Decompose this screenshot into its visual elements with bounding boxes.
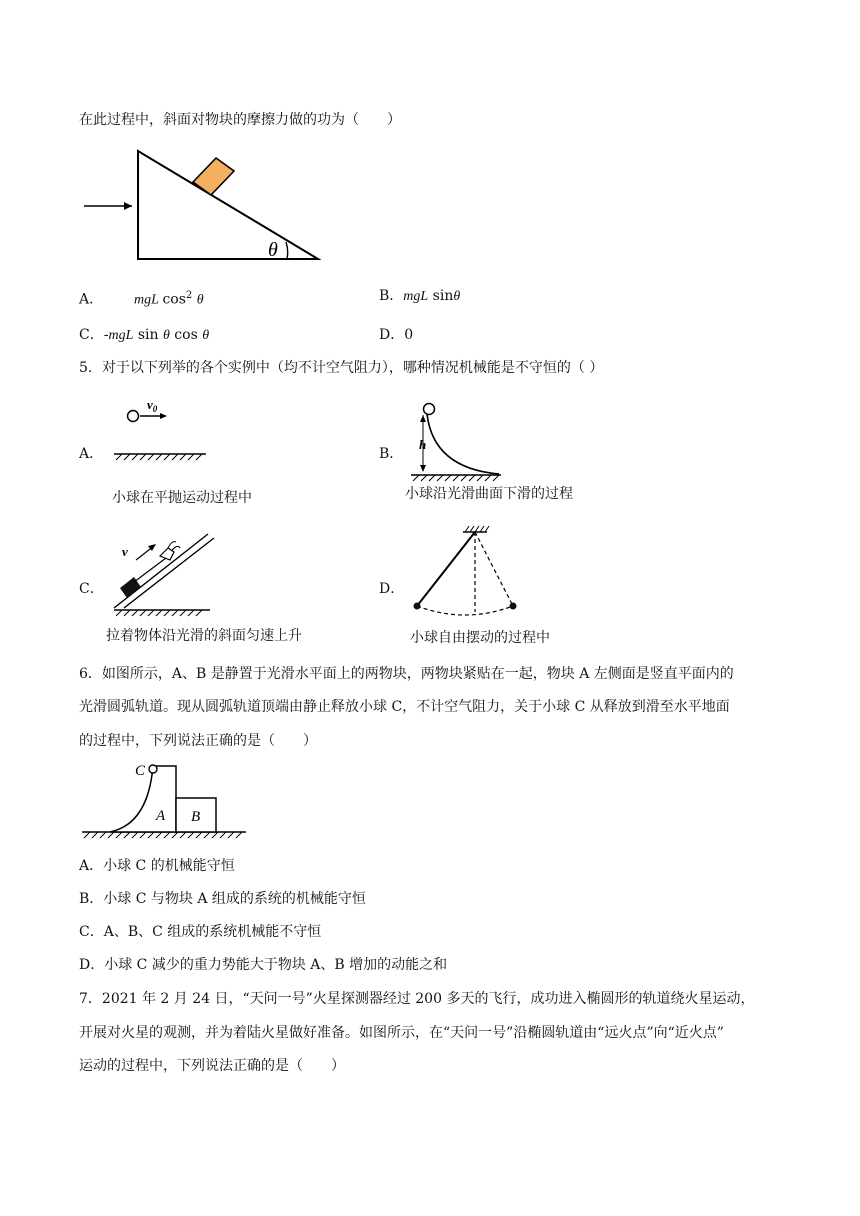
q5-option-d-label[interactable]: D． (379, 581, 405, 597)
q6-option-a[interactable]: A．小球 C 的机械能守恒 (79, 858, 235, 874)
q4-option-c[interactable]: C．-mgL sin θ cos θ (79, 327, 210, 343)
q5-option-c-figure (110, 526, 220, 618)
theta-label: θ (268, 239, 278, 261)
q5-option-b-caption: 小球沿光滑曲面下滑的过程 (405, 486, 573, 502)
q5-option-d-figure (405, 522, 530, 622)
q7-stem-1: 7．2021 年 2 月 24 日，“天问一号”火星探测器经过 200 多天的飞行，成功进入椭圆形的轨道绕火星运动， (79, 991, 755, 1007)
q6-option-c[interactable]: C．A、B、C 组成的系统机械能不守恒 (79, 924, 322, 940)
q5-option-a-figure (110, 396, 220, 478)
q5-option-b-label[interactable]: B． (379, 446, 404, 462)
svg-text:v: v (122, 544, 128, 559)
q4-option-b[interactable]: B．mgL sinθ (379, 288, 461, 304)
q4-stem-end: 在此过程中，斜面对物块的摩擦力做的功为（ ） (79, 112, 401, 128)
q5-option-b-figure (405, 400, 505, 480)
svg-text:B: B (191, 809, 201, 825)
svg-text:h: h (419, 437, 427, 452)
q6-option-d[interactable]: D．小球 C 减少的重力势能大于物块 A、B 增加的动能之和 (79, 957, 448, 973)
q5-option-c-label[interactable]: C． (79, 581, 104, 597)
q4-option-a[interactable]: A． mgL $\cos^2 \theta$ (79, 290, 204, 308)
q6-stem-2: 光滑圆弧轨道。现从圆弧轨道顶端由静止释放小球 C，不计空气阻力，关于小球 C 从释放到滑至水平地面 (79, 699, 730, 715)
q4-incline-diagram (80, 148, 325, 264)
q5-option-c-caption: 拉着物体沿光滑的斜面匀速上升 (106, 628, 302, 644)
q6-option-b[interactable]: B．小球 C 与物块 A 组成的系统的机械能守恒 (79, 891, 366, 907)
q5-option-a-caption: 小球在平抛运动过程中 (112, 490, 252, 506)
q7-stem-3: 运动的过程中，下列说法正确的是（ ） (79, 1058, 345, 1074)
svg-text:C: C (135, 763, 146, 779)
q6-stem-3: 的过程中，下列说法正确的是（ ） (79, 733, 317, 749)
q5-stem: 5．对于以下列举的各个实例中（均不计空气阻力），哪种情况机械能是不守恒的（ ） (79, 360, 604, 376)
q4-option-d[interactable]: D．0 (379, 327, 414, 343)
block-shape (193, 158, 234, 195)
q7-stem-2: 开展对火星的观测，并为着陆火星做好准备。如图所示，在“天问一号”沿椭圆轨道由“远火点”向“近火点” (79, 1025, 724, 1041)
svg-text:v0: $v_0$ (147, 397, 158, 414)
q5-option-a-label[interactable]: A． (79, 446, 104, 462)
svg-text:A: A (156, 808, 166, 824)
q6-stem-1: 6．如图所示，A、B 是静置于光滑水平面上的两物块，两物块紧贴在一起，物块 A 左侧面是竖直平面内的 (79, 666, 734, 682)
q5-option-d-caption: 小球自由摆动的过程中 (410, 630, 550, 646)
q6-diagram (80, 760, 250, 840)
